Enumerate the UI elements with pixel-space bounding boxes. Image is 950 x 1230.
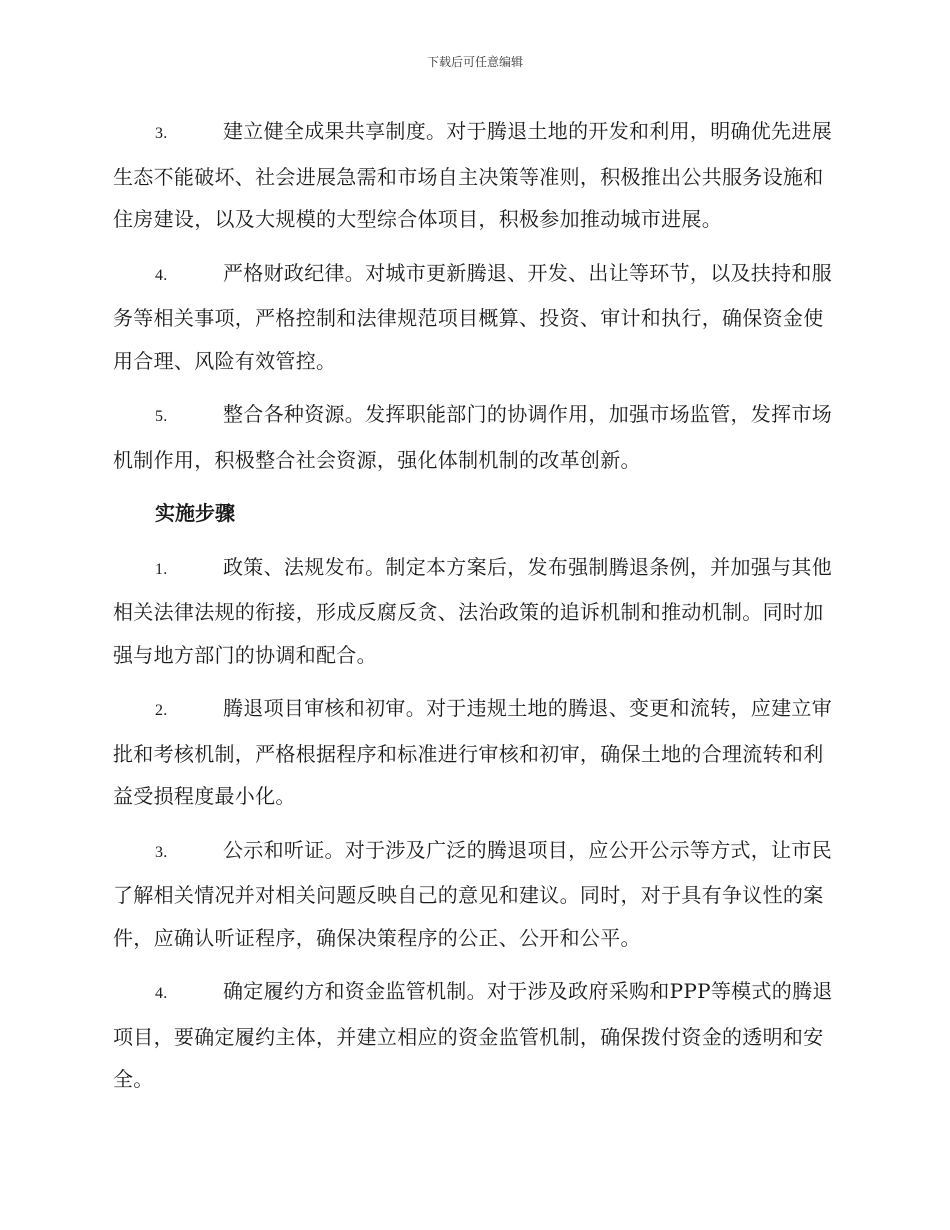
item-text: 公示和听证。对于涉及广泛的腾退项目，应公开公示等方式，让市民了解相关情况并对相关问题反映自己的意见和建议。同时，对于具有争议性的案件，应确认听证程序，确保决策程序的公正、公开和公平。 <box>113 837 832 950</box>
item-text: 建立健全成果共享制度。对于腾退土地的开发和利用，明确优先进展生态不能破坏、社会进展急需和市场自主决策等准则，积极推出公共服务设施和住房建设，以及大规模的大型综合体项目，积极参加推动城市进展。 <box>113 119 832 231</box>
list-item <box>113 546 838 677</box>
list-item <box>113 687 838 818</box>
item-text: 整合各种资源。发挥职能部门的协调作用，加强市场监管，发挥市场机制作用，积极整合社会资源，强化体制机制的改革创新。 <box>113 402 832 472</box>
item-number: 3. <box>155 843 168 861</box>
list-item <box>113 829 838 960</box>
item-text: 严格财政纪律。对城市更新腾退、开发、出让等环节，以及扶持和服务等相关事项，严格控制和法律规范项目概算、投资、审计和执行，确保资金使用合理、风险有效管控。 <box>113 260 832 373</box>
list-item <box>113 970 838 1101</box>
item-number: 4. <box>155 985 168 1002</box>
item-text: 腾退项目审核和初审。对于违规土地的腾退、变更和流转，应建立审批和考核机制，严格根据程序和标准进行审核和初审，确保土地的合理流转和利益受损程度最小化。 <box>113 696 832 808</box>
list-item <box>113 393 838 481</box>
page-header: 下载后可任意编辑 <box>426 55 523 69</box>
item-text: 确定履约方和资金监管机制。对于涉及政府采购和PPP等模式的腾退项目，要确定履约主体，并建立相应的资金监管机制，确保拨付资金的透明和安全。 <box>113 979 833 1091</box>
section-heading: 实施步骤 <box>155 501 235 525</box>
item-number: 4. <box>155 266 168 284</box>
item-text: 政策、法规发布。制定本方案后，发布强制腾退条例，并加强与其他相关法律法规的衔接，形成反腐反贪、法治政策的追诉机制和推动机制。同时加强与地方部门的协调和配合。 <box>113 554 832 667</box>
item-number: 5. <box>155 408 168 425</box>
item-number: 3. <box>155 125 168 142</box>
item-number: 1. <box>155 560 168 578</box>
list-item <box>113 252 838 383</box>
list-item <box>113 110 838 241</box>
item-number: 2. <box>155 702 168 719</box>
document-body <box>113 110 838 1112</box>
